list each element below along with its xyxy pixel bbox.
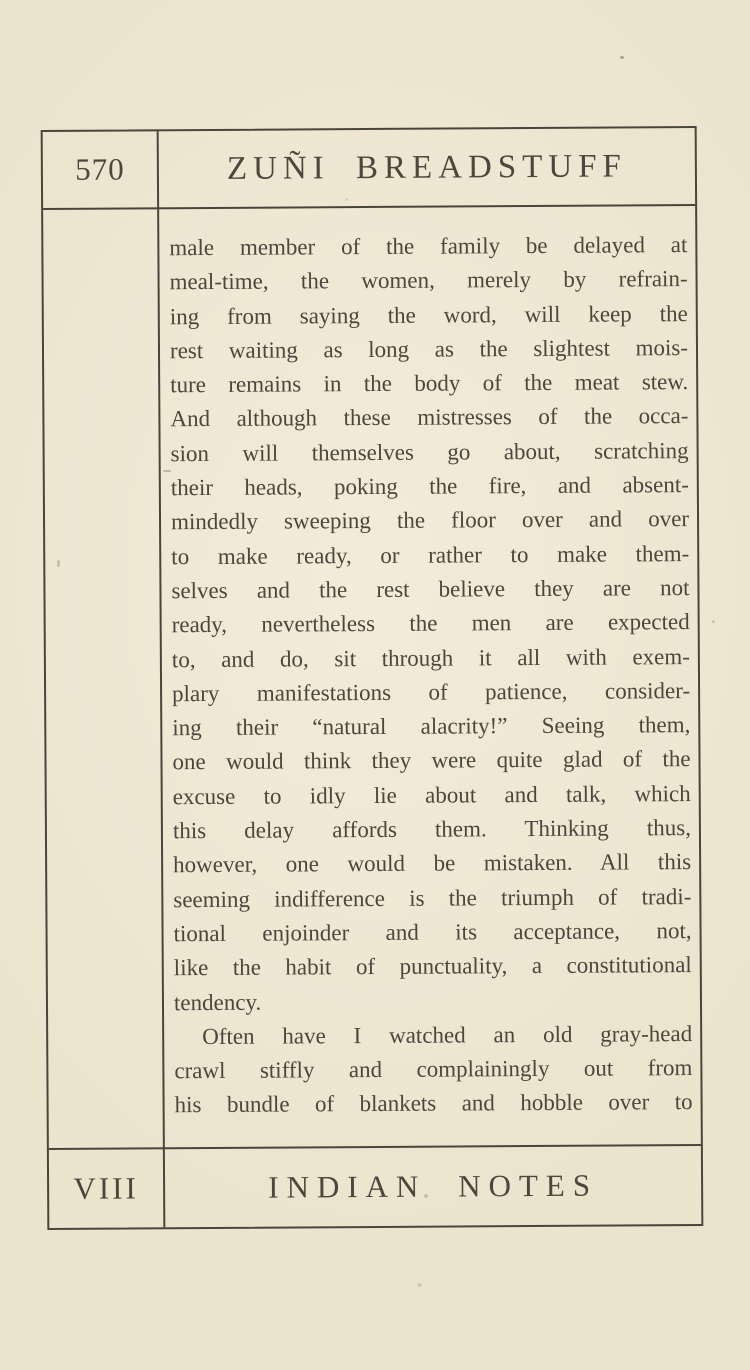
- text-line: one would think they were quite glad of the: [172, 746, 691, 775]
- text-line: And although these mistresses of the occa-: [170, 403, 689, 432]
- footer-title-cell: [165, 1146, 701, 1227]
- text-line: to make ready, or rather to make them-: [171, 540, 690, 569]
- text-line: male member of the family be delayed at: [169, 232, 688, 261]
- text-line: tendency.: [173, 989, 262, 1015]
- scan-speck: [424, 1194, 428, 1198]
- footer-volume-cell: [49, 1149, 163, 1228]
- text-line: this delay affords them. Thinking thus,: [172, 815, 691, 844]
- text-line: however, one would be mistaken. All this: [173, 849, 692, 878]
- text-line: selves and the rest believe they are not: [171, 575, 690, 604]
- text-line: rest waiting as long as the slightest mois-: [169, 334, 689, 364]
- text-line: like the habit of punctuality, a constitutional: [173, 952, 692, 981]
- scan-speck: [417, 1283, 422, 1287]
- text-line: to, and do, sit through it all with exem-: [171, 643, 690, 672]
- journal-title: INDIAN NOTES: [268, 1167, 599, 1205]
- text-line: plary manifestations of patience, consider-: [172, 677, 691, 707]
- text-line: ing their “natural alacrity!” Seeing them,: [172, 712, 691, 741]
- text-line: excuse to idly lie about and talk, which: [172, 780, 691, 809]
- text-line: his bundle of blankets and hobble over to: [174, 1089, 693, 1118]
- text-line: sion will themselves go about, scratching: [170, 437, 689, 467]
- scan-speck: [57, 560, 60, 567]
- volume-numeral: VIII: [73, 1170, 139, 1206]
- scan-speck: [620, 56, 624, 59]
- body-text: [169, 228, 692, 1123]
- header-title-cell: [159, 128, 695, 207]
- text-line: mindedly sweeping the floor over and over: [170, 506, 690, 535]
- text-line: ing from saying the word, will keep the: [169, 300, 688, 329]
- text-line: Often have I watched an old gray-head: [202, 1020, 693, 1049]
- scan-frame: [41, 126, 704, 1230]
- text-line: their heads, poking the fire, and absent-: [170, 472, 689, 501]
- text-line: meal-time, the women, merely by refrain-: [169, 266, 688, 295]
- scan-speck: [345, 198, 348, 201]
- column-divider-rule: [157, 131, 166, 1227]
- scan-speck: [163, 470, 171, 472]
- text-line: ture remains in the body of the meat stew.: [170, 369, 689, 398]
- scan-speck: [712, 620, 715, 623]
- running-title: ZUÑI BREADSTUFF: [226, 147, 627, 187]
- text-line: tional enjoinder and its acceptance, not,: [173, 917, 692, 947]
- text-line: seeming indifference is the triumph of tradi-: [173, 883, 692, 912]
- page-number: 570: [75, 151, 125, 187]
- text-line: ready, nevertheless the men are expected: [171, 609, 690, 638]
- text-line: crawl stiffly and complainingly out from: [174, 1055, 693, 1084]
- header-page-number-cell: [43, 131, 157, 208]
